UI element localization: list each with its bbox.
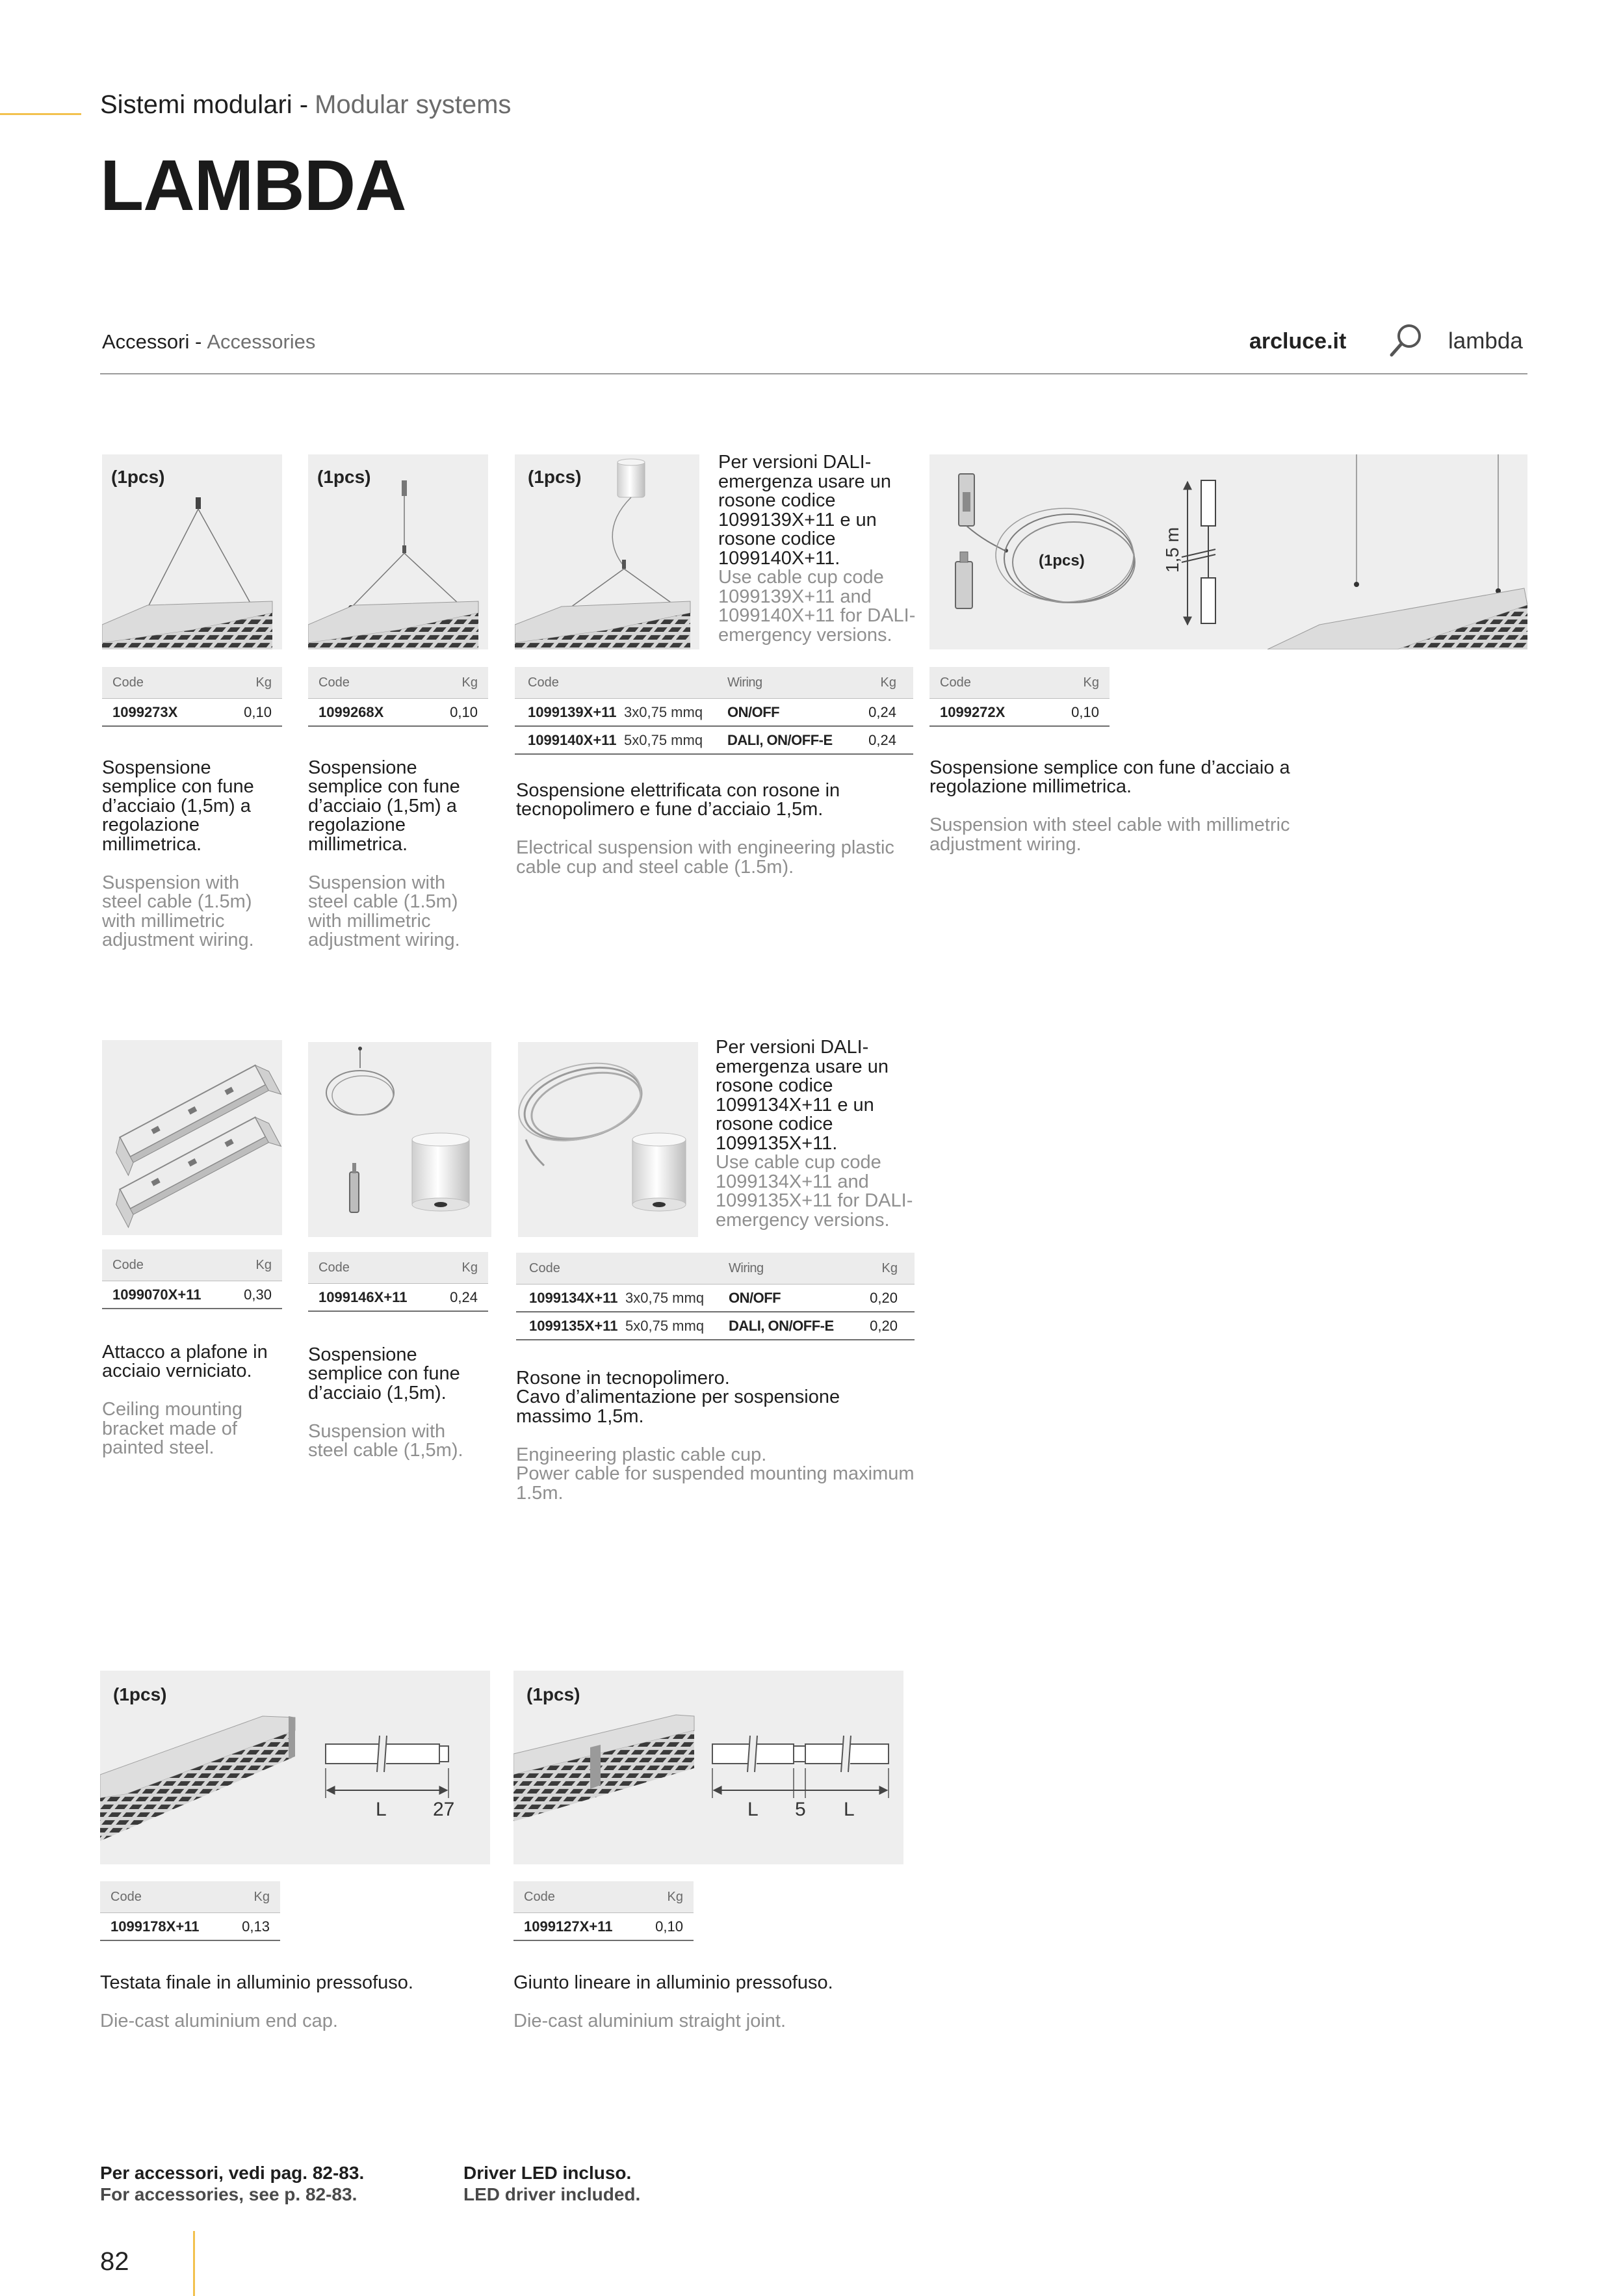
suspension-cable-illustration (145, 497, 254, 610)
wire-section: 5x0,75 mmq (624, 731, 703, 748)
footer-accessories-note (100, 2162, 364, 2205)
cable-cup-illustration (617, 459, 645, 497)
product-weight: 0,24 (450, 1288, 478, 1305)
dali-note-it: Per versioni DALI-emergenza usare un rosone codice 1099134X+11 e un rosone codice 1099135X+11. (716, 1037, 889, 1154)
section-bar-label-it: Accessori - (102, 330, 202, 353)
wire-section: 3x0,75 mmq (625, 1289, 705, 1306)
quantity-badge: (1pcs) (528, 467, 582, 487)
section-title-it: Sistemi modulari - (100, 90, 309, 119)
cable-terminal-illustration (955, 474, 974, 608)
table-header (513, 1881, 694, 1913)
product-table-1099127X (513, 1881, 694, 1941)
wiring-type: DALI, ON/OFF-E (727, 731, 833, 748)
page-number: 82 (100, 2247, 129, 2276)
header-kg: Kg (881, 1260, 898, 1275)
product-image-1099127X (513, 1671, 903, 1864)
product-code: 1099134X+11 (529, 1289, 618, 1306)
product-code: 1099146X+11 (318, 1288, 408, 1305)
luminaire-end-cap-illustration (100, 1716, 295, 1841)
header-code: Code (940, 675, 971, 690)
product-description-1099146X (308, 1326, 488, 1480)
product-code: 1099070X+11 (112, 1286, 201, 1303)
footer-note-it: Per accessori, vedi pag. 82-83. (100, 2163, 365, 2183)
product-weight: 0,24 (868, 731, 896, 748)
table-header (516, 1253, 915, 1285)
luminaire-joint-illustration (513, 1715, 694, 1821)
header-kg: Kg (1083, 675, 1099, 690)
table-row (516, 1285, 915, 1312)
cable-cup-illustration (412, 1133, 469, 1211)
quantity-badge: (1pcs) (317, 467, 371, 487)
suspension-cable-illustration (348, 480, 459, 610)
header-code: Code (110, 1889, 142, 1904)
product-image-1099273X (102, 454, 282, 649)
description-it: Sospensione semplice con fune d’acciaio (1,5m). (308, 1344, 460, 1403)
product-weight: 0,20 (870, 1317, 898, 1334)
wire-section: 5x0,75 mmq (625, 1317, 705, 1334)
description-en: Suspension with steel cable with millimetric adjustment wiring. (929, 815, 1290, 855)
length-label-l: L (376, 1799, 387, 1820)
luminaire-illustration (308, 601, 478, 649)
description-en: Suspension with steel cable (1.5m) with millimetric adjustment wiring. (102, 872, 254, 950)
product-weight: 0,30 (244, 1286, 272, 1303)
product-table-1099268X (308, 667, 488, 727)
header-kg: Kg (667, 1889, 683, 1904)
footer-driver-note (463, 2162, 640, 2205)
product-code: 1099178X+11 (110, 1918, 200, 1935)
footer-note-it: Driver LED incluso. (463, 2163, 632, 2183)
table-row (929, 699, 1110, 727)
table-row (102, 699, 282, 727)
dali-note-en: Use cable cup code 1099134X+11 and 1099135X+11 for DALI-emergency versions. (716, 1152, 913, 1231)
product-table-1099134X (516, 1253, 915, 1340)
page-number-accent-line (193, 2231, 195, 2296)
power-cable-coil-illustration (518, 1050, 649, 1166)
dali-note-1099134X (716, 1038, 922, 1230)
table-header (102, 1249, 282, 1281)
header-code: Code (112, 1257, 144, 1272)
header-kg: Kg (461, 1260, 478, 1275)
product-table-1099272X (929, 667, 1110, 727)
product-description-1099178X (100, 1954, 490, 2050)
table-row (515, 699, 913, 727)
description-en: Electrical suspension with engineering plastic cable cup and steel cable (1.5m). (516, 837, 894, 878)
description-it: Rosone in tecnopolimero. Cavo d’alimentazione per sospensione massimo 1,5m. (516, 1367, 840, 1427)
product-description-1099139X (516, 762, 919, 896)
header-divider (100, 373, 1527, 374)
product-description-1099134X (516, 1350, 915, 1522)
search-term: lambda (1448, 328, 1523, 354)
header-kg: Kg (255, 1257, 272, 1272)
product-code: 1099273X (112, 703, 178, 720)
product-weight: 0,10 (1071, 703, 1099, 720)
product-weight: 0,10 (244, 703, 272, 720)
description-en: Die-cast aluminium end cap. (100, 2010, 338, 2031)
product-weight: 0,10 (450, 703, 478, 720)
luminaire-illustration (515, 601, 690, 649)
joint-dimension-diagram (712, 1736, 889, 1820)
header-wiring: Wiring (729, 1260, 764, 1275)
product-image-1099139X (515, 454, 699, 649)
product-table-1099273X (102, 667, 282, 727)
product-code: 1099127X+11 (524, 1918, 613, 1935)
quantity-badge: (1pcs) (113, 1684, 167, 1704)
product-image-1099178X (100, 1671, 490, 1864)
table-row (308, 699, 488, 727)
product-image-1099070X (102, 1040, 282, 1235)
product-code: 1099139X+11 (528, 703, 617, 720)
description-en: Suspension with steel cable (1.5m) with millimetric adjustment wiring. (308, 872, 460, 950)
table-row (515, 727, 913, 755)
description-en: Die-cast aluminium straight joint. (513, 2010, 786, 2031)
description-it: Sospensione elettrificata con rosone in tecnopolimero e fune d’acciaio 1,5m. (516, 779, 840, 820)
product-description-1099070X (102, 1324, 282, 1477)
steel-cable-coil-illustration (326, 1047, 394, 1115)
cable-terminal-illustration (350, 1163, 359, 1212)
product-image-1099272X (929, 454, 1527, 649)
product-table-1099070X (102, 1249, 282, 1309)
table-row (513, 1913, 694, 1941)
product-weight: 0,13 (242, 1918, 270, 1935)
table-header (308, 667, 488, 699)
product-title: LAMBDA (100, 146, 406, 226)
length-label-l-right: L (844, 1799, 855, 1820)
length-dimension-diagram (1162, 480, 1215, 625)
header-code: Code (318, 1260, 350, 1275)
table-row (100, 1913, 280, 1941)
footer-note-en: LED driver included. (463, 2184, 641, 2204)
product-image-1099146X (308, 1042, 491, 1237)
header-kg: Kg (255, 675, 272, 690)
product-description-1099272X (929, 739, 1293, 874)
product-table-1099139X (515, 667, 913, 755)
header-kg: Kg (461, 675, 478, 690)
product-weight: 0,10 (655, 1918, 683, 1935)
footer-note-en: For accessories, see p. 82-83. (100, 2184, 357, 2204)
ceiling-bracket-illustration (110, 1061, 281, 1227)
product-description-1099268X (308, 739, 488, 969)
product-image-1099134X (518, 1042, 698, 1237)
table-row (516, 1312, 915, 1340)
table-header (308, 1252, 488, 1284)
wire-section: 3x0,75 mmq (624, 703, 703, 720)
description-it: Testata finale in alluminio pressofuso. (100, 1972, 413, 1993)
header-code: Code (528, 675, 559, 690)
table-header (100, 1881, 280, 1913)
table-row (102, 1281, 282, 1309)
search-icon (1387, 322, 1425, 359)
dali-note-en: Use cable cup code 1099139X+11 and 1099140X+11 for DALI-emergency versions. (718, 567, 916, 646)
product-table-1099178X (100, 1881, 280, 1941)
description-en: Engineering plastic cable cup. Power cable for suspended mounting maximum 1.5m. (516, 1444, 915, 1504)
product-code: 1099140X+11 (528, 731, 617, 748)
product-image-1099268X (308, 454, 488, 649)
joint-gap-label: 5 (795, 1799, 806, 1820)
product-table-1099146X (308, 1252, 488, 1312)
wiring-type: ON/OFF (727, 703, 780, 720)
section-title-en: Modular systems (315, 90, 512, 119)
quantity-badge: (1pcs) (111, 467, 165, 487)
quantity-badge: (1pcs) (1039, 552, 1085, 569)
product-description-1099273X (102, 739, 282, 969)
product-weight: 0,20 (870, 1289, 898, 1306)
end-cap-dimension-diagram (326, 1736, 454, 1820)
header-code: Code (524, 1889, 555, 1904)
product-code: 1099272X (940, 703, 1006, 720)
section-bar-label (102, 330, 315, 354)
table-row (308, 1284, 488, 1312)
header-code: Code (112, 675, 144, 690)
header-wiring: Wiring (727, 675, 762, 690)
table-header (929, 667, 1110, 699)
section-title (100, 89, 511, 120)
description-it: Sospensione semplice con fune d’acciaio (1,5m) a regolazione millimetrica. (102, 757, 254, 855)
description-en: Suspension with steel cable (1,5m). (308, 1420, 463, 1461)
section-bar-label-en: Accessories (207, 330, 316, 353)
dali-note-it: Per versioni DALI-emergenza usare un rosone codice 1099139X+11 e un rosone codice 1099140X+11. (718, 452, 891, 569)
website-link[interactable]: arcluce.it (1249, 329, 1347, 354)
header-code: Code (529, 1260, 560, 1275)
header-code: Code (318, 675, 350, 690)
description-it: Sospensione semplice con fune d’acciaio a regolazione millimetrica. (929, 757, 1290, 797)
description-en: Ceiling mounting bracket made of painted steel. (102, 1399, 243, 1458)
description-it: Giunto lineare in alluminio pressofuso. (513, 1972, 833, 1993)
product-weight: 0,24 (868, 703, 896, 720)
luminaire-illustration (1267, 454, 1527, 649)
table-header (515, 667, 913, 699)
wiring-type: ON/OFF (729, 1289, 781, 1306)
accent-line (0, 113, 81, 115)
table-header (102, 667, 282, 699)
length-label: 1,5 m (1162, 527, 1182, 573)
product-code: 1099268X (318, 703, 384, 720)
product-description-1099127X (513, 1954, 903, 2050)
suspension-cable-illustration (568, 497, 675, 609)
quantity-badge: (1pcs) (526, 1684, 580, 1704)
description-it: Sospensione semplice con fune d’acciaio (1,5m) a regolazione millimetrica. (308, 757, 460, 855)
header-kg: Kg (880, 675, 896, 690)
length-label-l-left: L (747, 1799, 759, 1820)
end-cap-length-label: 27 (433, 1799, 455, 1820)
product-code: 1099135X+11 (529, 1317, 618, 1334)
wiring-type: DALI, ON/OFF-E (729, 1317, 834, 1334)
header-kg: Kg (253, 1889, 270, 1904)
luminaire-illustration (102, 601, 272, 649)
description-it: Attacco a plafone in acciaio verniciato. (102, 1341, 268, 1381)
cable-cup-illustration (632, 1133, 686, 1211)
dali-note-1099139X (718, 453, 925, 645)
